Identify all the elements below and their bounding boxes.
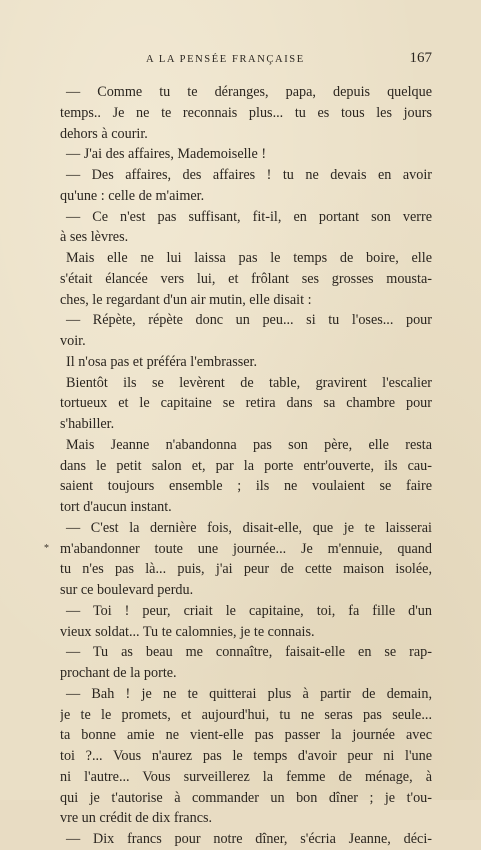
text-line: — Ce n'est pas suffisant, fit-il, en portant son verre [66, 208, 432, 225]
text-line: prochant de la porte. [60, 665, 177, 681]
text-line: — Comme tu te déranges, papa, depuis quelque [66, 84, 432, 100]
text-line: ta bonne amie ne vient-elle pas passer la journée avec [60, 727, 432, 744]
running-title: A LA PENSÉE FRANÇAISE [146, 54, 305, 65]
text-line: dehors à courir. [60, 125, 148, 142]
text-line: Mais elle ne lui laissa pas le temps de boire, elle [66, 250, 432, 266]
text-line: saient toujours ensemble ; ils ne voulaient se faire [60, 478, 432, 495]
text-line: qu'une : celle de m'aimer. [60, 187, 205, 204]
text-line: — Répète, répète donc un peu... si tu l'oses... pour [66, 312, 432, 329]
text-line: — Des affaires, des affaires ! tu ne devais en avoir [66, 167, 432, 183]
text-line: temps.. Je ne te reconnais plus... tu es tous les jours [60, 104, 432, 121]
text-line: — Toi ! peur, criait le capitaine, toi, fa fille d'un [66, 602, 432, 619]
text-line: m'abandonner toute une journée... Je m'ennuie, quand [60, 540, 432, 557]
text-line: sur ce boulevard perdu. [60, 582, 194, 598]
text-line: — J'ai des affaires, Mademoiselle ! [66, 146, 267, 163]
text-line: dans le petit salon et, par la porte entr'ouverte, ils cau- [60, 457, 432, 474]
text-line: — Dix francs pour notre dîner, s'écria Jeanne, déci- [66, 831, 432, 847]
body-text [60, 82, 432, 850]
margin-asterisk-mark: * [44, 543, 49, 554]
text-line: toi ?... Vous n'aurez pas le temps d'avoir peur ni l'une [60, 748, 432, 764]
text-line: — Tu as beau me connaître, faisait-elle en se rap- [66, 644, 432, 661]
text-line: voir. [60, 333, 86, 349]
text-line: à ses lèvres. [60, 229, 129, 246]
page-number: 167 [409, 50, 432, 66]
text-line: Bientôt ils se levèrent de table, gravirent l'escalier [66, 374, 432, 391]
text-line: s'était élancée vers lui, et frôlant ses grosses mousta- [60, 270, 432, 287]
text-line: Il n'osa pas et préféra l'embrasser. [66, 353, 258, 370]
text-line: tort d'aucun instant. [60, 499, 172, 515]
text-line: je te le promets, et aujourd'hui, tu ne seras pas seule... [60, 706, 432, 723]
text-line: Mais Jeanne n'abandonna pas son père, elle resta [66, 436, 432, 453]
text-line: — C'est la dernière fois, disait-elle, que je te laisserai [66, 519, 432, 536]
text-line: vieux soldat... Tu te calomnies, je te connais. [60, 623, 315, 640]
text-line: ni l'autre... Vous surveillerez la femme de ménage, à [60, 768, 432, 785]
text-line: vre un crédit de dix francs. [60, 810, 213, 827]
text-line: ches, le regardant d'un air mutin, elle disait : [60, 291, 312, 308]
text-line: — Bah ! je ne te quitterai plus à partir de demain, [66, 685, 432, 702]
text-line: tortueux et le capitaine se retira dans sa chambre pour [60, 395, 432, 412]
text-line: qui je t'autorise à commander un bon dîner ; je t'ou- [60, 789, 432, 806]
running-header [60, 50, 432, 70]
text-line: tu n'es pas là... puis, j'ai peur de cette maison isolée, [60, 561, 432, 578]
text-line: s'habiller. [60, 416, 115, 432]
